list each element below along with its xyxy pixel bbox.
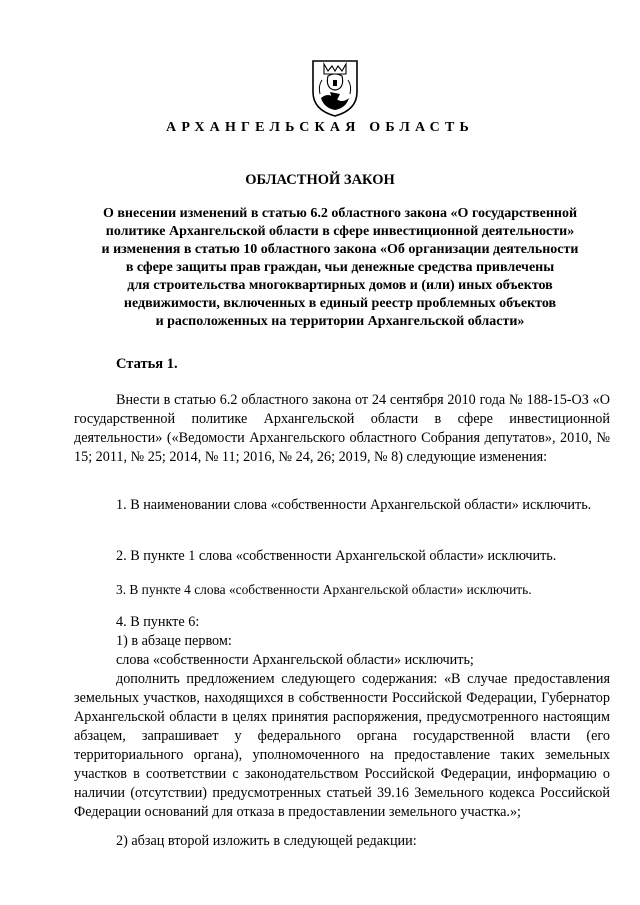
article-heading: Статья 1. xyxy=(116,356,178,372)
law-type-title: ОБЛАСТНОЙ ЗАКОН xyxy=(245,172,395,188)
item-3-paragraph: 3. В пункте 4 слова «собственности Архангельской области» исключить. xyxy=(116,582,532,597)
subtitle-line: и изменения в статью 10 областного закона «Об организации деятельности xyxy=(101,242,579,257)
item-1-paragraph: 1. В наименовании слова «собственности Архангельской области» исключить. xyxy=(116,497,592,513)
coat-of-arms-icon xyxy=(310,58,360,118)
subtitle-line: недвижимости, включенных в единый реестр проблемных объектов xyxy=(123,296,557,311)
law-subtitle xyxy=(70,205,610,331)
item-4-subitem-1-text: слова «собственности Архангельской области» исключить; xyxy=(116,652,474,668)
item-4-subitem-1-addition: дополнить предложением следующего содержания: «В случае предоставления земельных участков, находящихся в собственности Российской Федерации, Губернатор Архангельской области в целях принятия распоряжения, предусмотренного настоящим абзацем, запрашивает у федерального органа государственной власти (его территориального органа), уполномоченного на предоставление таких земельных участков в соответствии с законодательством Российской Федерации, информацию о наличии (отсутствии) предусмотренных статьей 39.16 Земельного кодекса Российской Федерации оснований для отказа в предоставлении земельного участка.»; xyxy=(74,671,610,820)
subtitle-line: политике Архангельской области в сфере инвестиционной деятельности» xyxy=(105,224,575,239)
item-4-heading: 4. В пункте 6: xyxy=(116,614,200,630)
region-title: АРХАНГЕЛЬСКАЯ ОБЛАСТЬ xyxy=(166,120,474,135)
subtitle-line: и расположенных на территории Архангельской области» xyxy=(155,314,525,329)
item-4-subitem-1: 1) в абзаце первом: xyxy=(116,633,232,649)
item-4-subitem-2: 2) абзац второй изложить в следующей редакции: xyxy=(116,833,417,849)
subtitle-line: О внесении изменений в статью 6.2 областного закона «О государственной xyxy=(102,206,578,221)
article-intro-paragraph: Внести в статью 6.2 областного закона от 24 сентября 2010 года № 188-15-ОЗ «О государственной политике Архангельской области в сфере инвестиционной деятельности» («Ведомости Архангельского областного Собрания депутатов», 2010, № 15; 2011, № 25; 2014, № 11; 2016, № 24, 26; 2019, № 8) следующие изменения: xyxy=(74,392,610,465)
item-2-paragraph: 2. В пункте 1 слова «собственности Архангельской области» исключить. xyxy=(116,548,557,564)
subtitle-line: в сфере защиты прав граждан, чьи денежные средства привлечены xyxy=(125,260,555,275)
subtitle-line: для строительства многоквартирных домов и (или) иных объектов xyxy=(127,278,553,293)
